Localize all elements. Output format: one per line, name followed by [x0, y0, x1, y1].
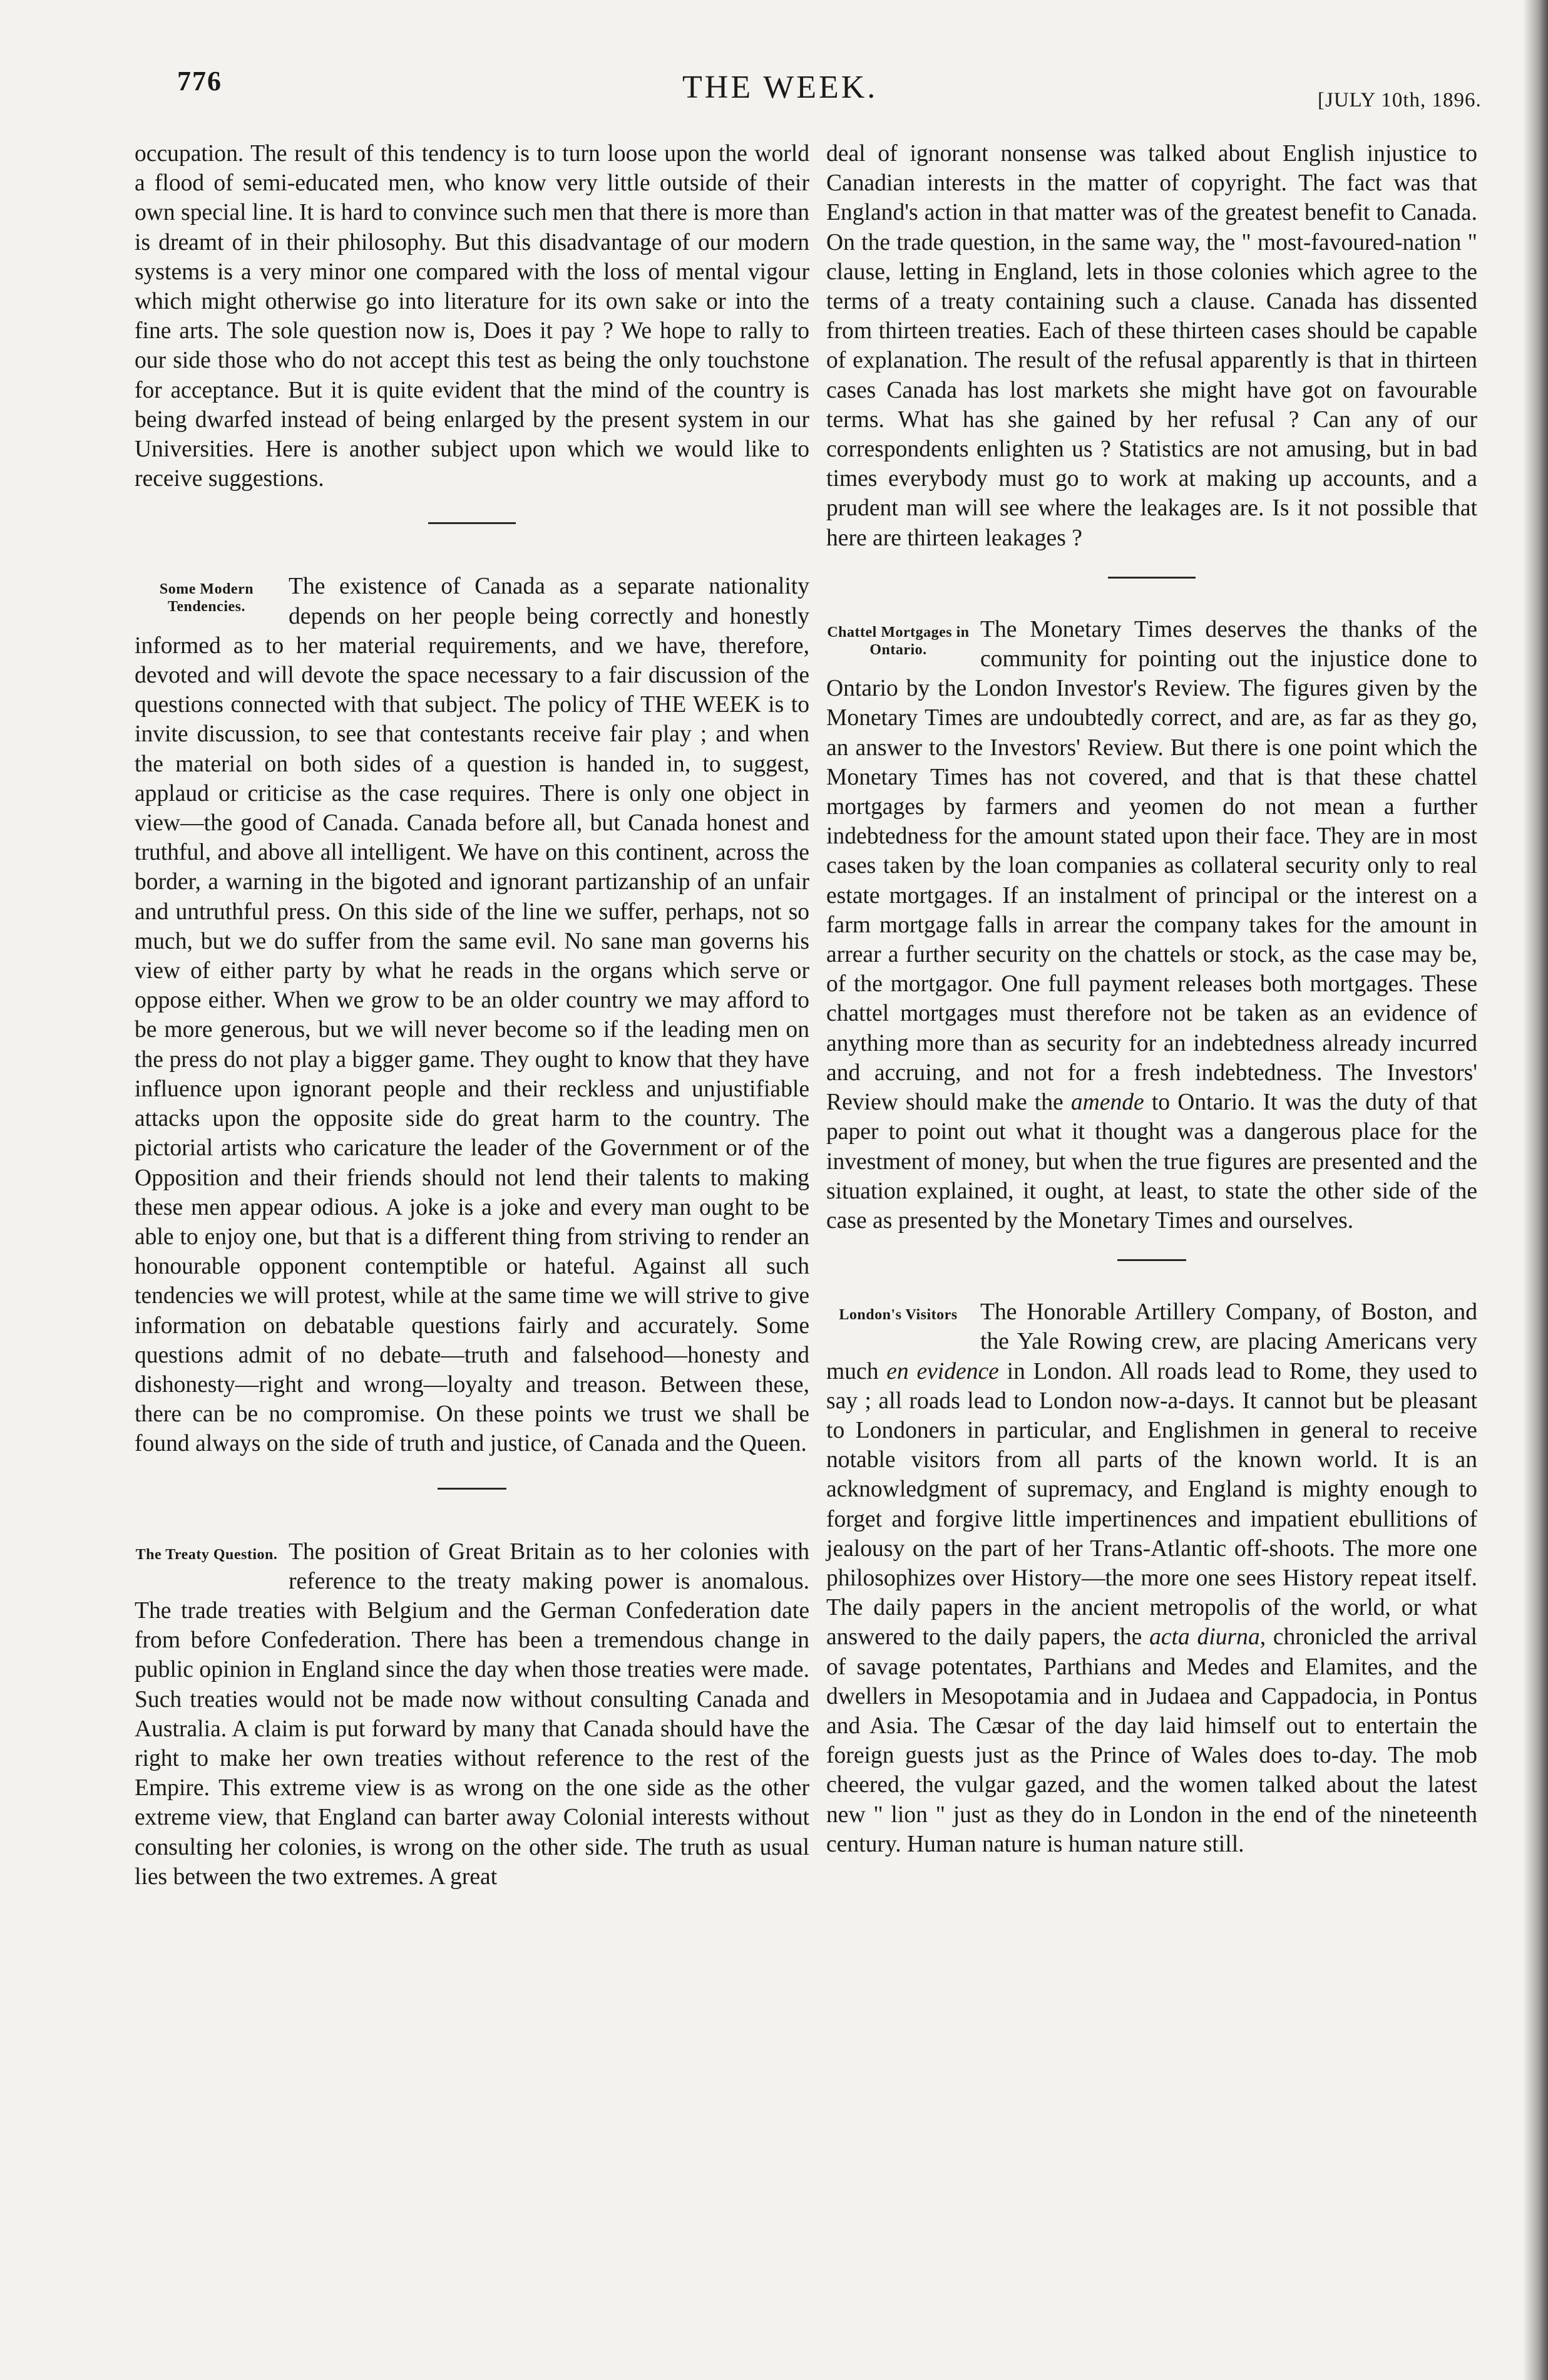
page-scan-edge	[1523, 0, 1548, 2380]
article-london-visitors	[826, 1297, 1477, 1859]
page-header	[0, 56, 1548, 125]
article-modern-tendencies	[135, 572, 809, 1458]
section-divider	[1108, 577, 1196, 579]
side-heading-chattel-mortgages: Chattel Mortgages in Ontario.	[827, 624, 970, 658]
opening-paragraph: occupation. The result of this tendency is to turn loose upon the world a flood of semi-educated men, who know very little outside of their own special line. It is hard to convince such men that there is more than is dreamt of in their philosophy. But this disadvantage of our modern systems is a very minor one compared with the loss of mental vigour which might otherwise go into literature for its own sake or into the fine arts. The sole question now is, Does it pay ? We hope to rally to our side those who do not accept this test as being the only touchstone for acceptance. But it is quite evident that the mind of the country is being dwarfed instead of being enlarged by the present system in our Universities. Here is another subject upon which we would like to receive suggestions.	[135, 141, 809, 492]
article-text: The Monetary Times deserves the thanks of the community for pointing out the injustice done to Ontario by the London Investor's Review. The figures given by the Monetary Times are undoubtedly correct, and are, as far as they go, an answer to the Investors' Review. But there is one point which the Monetary Times has not covered, and that is that these chattel mortgages by farmers and yeomen do not mean a further indebtedness for the amount stated upon their face. They are in most cases taken by the loan companies as collateral security only to real estate mortgages. If an instalment of principal or the interest on a farm mortgage falls in arrear the company takes for the amount in arrear a further security on the chattels or stock, as the case may be, of the mortgagor. One full payment releases both mortgages. These chattel mortgages must therefore not be taken as an evidence of anything more than as security for an indebtedness already incurred and accruing, and not for a fresh indebtedness. The Investors' Review should make the	[826, 616, 1477, 1116]
section-divider	[428, 522, 516, 524]
italic-phrase: en evidence	[886, 1358, 999, 1384]
right-column	[826, 139, 1477, 1859]
left-column	[135, 139, 809, 1892]
page-number: 776	[177, 66, 222, 96]
issue-date: [JULY 10th, 1896.	[1318, 89, 1482, 111]
article-text: , chronicled the arrival of savage potentates, Parthians and Medes and Elamites, and the dwellers in Mesopotamia and in Judaea and Cappadocia, in Pontus and Asia. The Cæsar of the day laid himself out to entertain the foreign guests just as the Prince of Wales does to-day. The mob cheered, the vulgar gazed, and the women talked about the latest new " lion " just as they do in London in the end of the nineteenth century. Human nature is human nature still.	[826, 1624, 1477, 1857]
section-divider	[1117, 1259, 1186, 1261]
journal-title: THE WEEK.	[682, 70, 878, 105]
italic-phrase: amende	[1070, 1090, 1144, 1116]
treaty-question-continued: deal of ignorant nonsense was talked about English injustice to Canadian interests in the matter of copyright. The fact was that England's action in that matter was of the greatest benefit to Canada. On the trade question, in the same way, the " most-favoured-nation " clause, letting in England, lets in those colonies which agree to the terms of a treaty containing such a clause. Canada has dissented from thirteen treaties. Each of these thirteen cases should be capable of explanation. The result of the refusal apparently is that in thirteen cases Canada has lost markets she might have got on favourable terms. What has she gained by her refusal ? Can any of our correspondents enlighten us ? Statistics are not amusing, but in bad times everybody must go to work at making up accounts, and a prudent man will see where the leakages are. Is it not possible that here are thirteen leakages ?	[826, 141, 1477, 551]
article-chattel-mortgages	[826, 615, 1477, 1235]
side-heading-london-visitors: London's Visitors	[839, 1307, 958, 1324]
section-divider	[438, 1488, 506, 1490]
article-treaty-question	[135, 1537, 809, 1892]
side-heading-modern-tendencies: Some Modern Tendencies.	[159, 581, 254, 616]
article-body	[826, 1297, 1477, 1859]
article-body: The existence of Canada as a separate nationality depends on her people being correctly and honestly informed as to her material requirements, and we have, therefore, devoted and will devote the space necessary to a fair discussion of the questions connected with that subject. The policy of THE WEEK is to invite discussion, to see that contestants receive fair play ; and when the material on both sides of a question is handed in, to suggest, applaud or criticise as the case requires. There is only one object in view—the good of Canada. Canada before all, but Canada honest and truthful, and above all intelligent. We have on this continent, across the border, a warning in the bigoted and ignorant partizanship of an unfair and untruthful press. On this side of the line we suffer, perhaps, not so much, but we do suffer from the same evil. No sane man governs his view of either party by what he reads in the organs which serve or oppose either. When we grow to be an older country we may afford to be more generous, but we will never become so if the leading men on the press do not play a bigger game. They ought to know that they have influence upon ignorant people and their reckless and unjustifiable attacks upon the opposite side do great harm to the country. The pictorial artists who caricature the leader of the Government or of the Opposition and their friends should not lend their talents to making these men appear odious. A joke is a joke and every man ought to be able to enjoy one, but that is a different thing from striving to render an honourable opponent contemptible or hateful. Against all such tendencies we will protest, while at the same time we will strive to give information on debatable questions fairly and accurately. Some questions admit of no debate—truth and falsehood—honesty and dishonesty—right and wrong—loyalty and treason. Between these, there can be no compromise. On these points we trust we shall be found always on the side of truth and justice, of Canada and the Queen.	[135, 574, 809, 1457]
article-text: The Honorable Artillery Company, of Boston, and the Yale Rowing crew, are placing Americans very much	[826, 1299, 1477, 1384]
article-text: in London. All roads lead to Rome, they used to say ; all roads lead to London now-a-days. It cannot but be pleasant to Londoners in particular, and Englishmen in general to receive notable visitors from all parts of the known world. It is an acknowledgment of supremacy, and England is mighty enough to forget and forgive little impertinences and impatient ebullitions of jealousy on the part of her Trans-Atlantic off-shoots. The more one philosophizes over History—the more one sees History repeat itself. The daily papers in the ancient metropolis of the world, or what answered to the daily papers, the	[826, 1358, 1477, 1651]
italic-phrase: acta diurna	[1149, 1624, 1260, 1651]
article-body	[826, 615, 1477, 1235]
side-heading-treaty-question: The Treaty Question.	[135, 1546, 278, 1563]
article-body: The position of Great Britain as to her colonies with reference to the treaty making power is anomalous. The trade treaties with Belgium and the German Confederation date from before Confederation. There has been a tremendous change in public opinion in England since the day when those treaties were made. Such treaties would not be made now without consulting Canada and Australia. A claim is put forward by many that Canada should have the right to make her own treaties without reference to the rest of the Empire. This extreme view is as wrong on the one side as the other extreme view, that England can barter away Colonial interests without consulting her colonies, is wrong on the other side. The truth as usual lies between the two extremes. A great	[135, 1538, 809, 1890]
article-text: to Ontario. It was the duty of that paper to point out what it thought was a dangerous place for the investment of money, but when the true figures are presented and the situation explained, it ought, at least, to state the other side of the case as presented by the Monetary Times and ourselves.	[826, 1090, 1477, 1234]
